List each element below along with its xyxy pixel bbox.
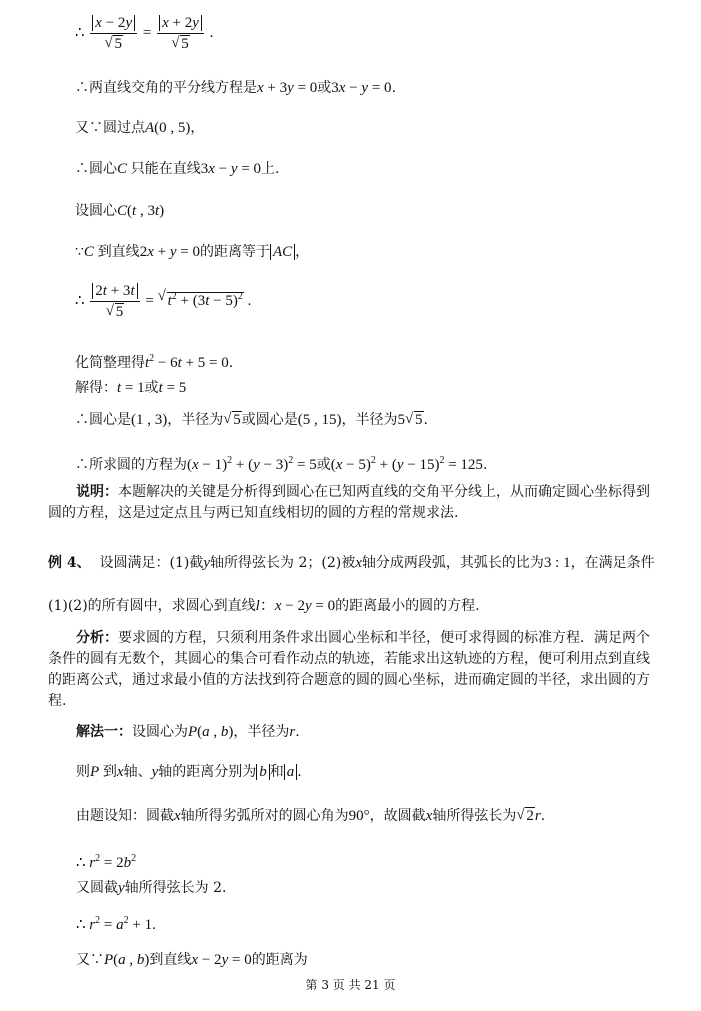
- line-set-center: 设圆心C(t , 3t): [75, 203, 165, 219]
- line-bisector-equations: ∴两直线交角的平分线方程是x + 3y = 0或3x − y = 0.: [75, 80, 397, 96]
- equation-distance-equal: ∴ x − 2y √ 5 = x + 2y √ 5 .: [75, 14, 213, 53]
- line-distances-to-axes: 则P 到x轴、y轴的距离分别为 b 和 a .: [76, 764, 302, 780]
- example-4-line-2: (1)(2)的所有圆中，求圆心到直线l：x − 2y = 0的距离最小的圆的方程.: [48, 598, 480, 614]
- line-center-on-line: ∴圆心C 只能在直线3x − y = 0上.: [75, 161, 280, 177]
- solution-1-start: 解法一：设圆心为P(a , b)，半径为r.: [76, 724, 300, 740]
- equation-r-squared-a: ∴ $r^2 = a^2 + 1$.: [76, 915, 156, 933]
- equation-distance-sqrt: ∴ 2t + 3t √ 5 = √ $t^2 + (3t - 5)^2$ .: [75, 282, 251, 321]
- example-4-line-1: 例 4、 设圆满足：(1)截y轴所得弦长为 2；(2)被x轴分成两段弧，其弧长的比为3 : 1，在满足条件: [48, 555, 655, 571]
- line-centers-radii: ∴圆心是(1 , 3)，半径为√ 5或圆心是(5 , 15)，半径为5√ 5.: [75, 410, 428, 430]
- page-footer: 第 3 页 共 21 页: [305, 978, 396, 992]
- line-distance-to-l: 又∵P(a , b)到直线x − 2y = 0的距离为: [76, 952, 308, 968]
- line-chord-length: 由题设知：圆截x轴所得劣弧所对的圆心角为90°，故圆截x轴所得弦长为√ 2r.: [76, 806, 545, 826]
- line-simplify: 化简整理得$t^2 - 6t + 5 = 0$.: [75, 353, 234, 371]
- line-distance-condition: ∵C 到直线2x + y = 0的距离等于 AC ，: [75, 244, 310, 260]
- line-circle-through-point: 又∵圆过点A(0 , 5)，: [75, 120, 205, 136]
- equation-r-squared-b: ∴ $r^2 = 2b^2$: [76, 853, 137, 871]
- note-paragraph: 说明：本题解决的关键是分析得到圆心在已知两直线的交角平分线上，从而确定圆心坐标得到圆的方程，这是过定点且与两已知直线相切的圆的方程的常规求法.: [48, 484, 650, 521]
- line-solve: 解得：t = 1或t = 5: [75, 380, 187, 396]
- analysis-paragraph: 分析：要求圆的方程，只须利用条件求出圆心坐标和半径，便可求得圆的标准方程．满足两个条件的圆有无数个，其圆心的集合可看作动点的轨迹，若能求出这轨迹的方程，便可利用点到直线的距离公式，通过求最小值的方法找到符合题意的圆的圆心坐标，进而确定圆的半径，求出圆的方程.: [48, 630, 650, 709]
- line-circle-equations: ∴所求圆的方程为$(x - 1)^2 + (y - 3)^2 = 5$或$(x - 5)^2 + (y - 15)^2 = 125$.: [75, 455, 488, 473]
- line-chord-y-axis: 又圆截y轴所得弦长为 2.: [76, 880, 227, 896]
